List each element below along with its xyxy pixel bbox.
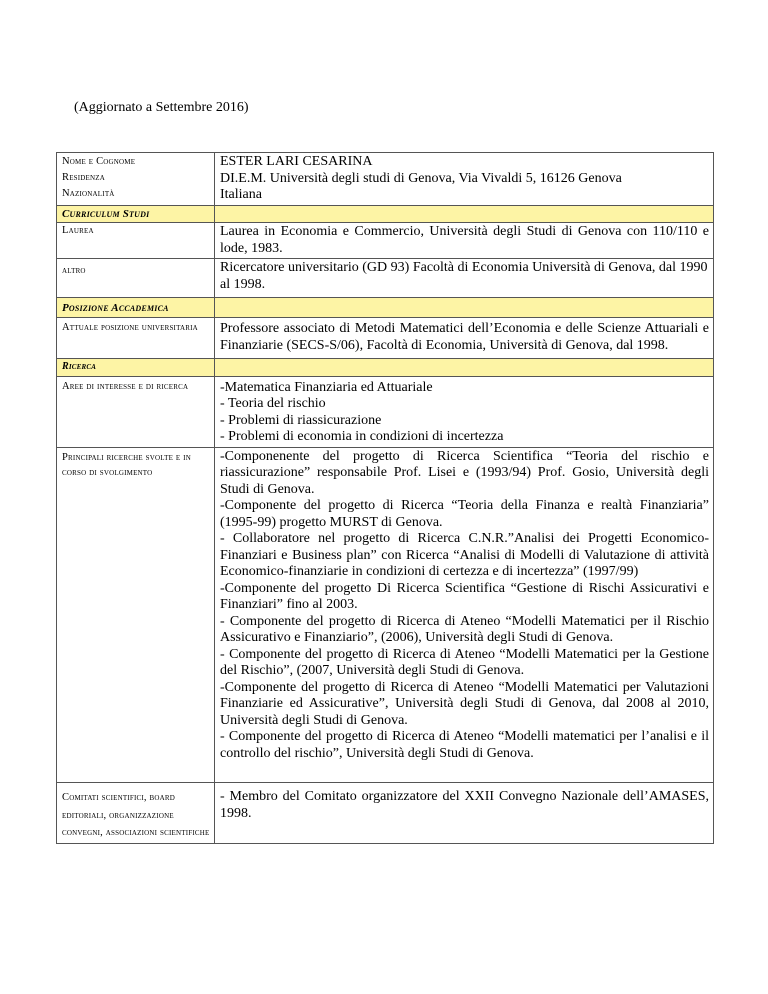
posizione-label: Attuale posizione universitaria xyxy=(57,318,215,359)
comitati-value: - Membro del Comitato organizzatore del XXII Convegno Nazionale dell’AMASES, 1998. xyxy=(215,783,714,844)
curriculum-heading-blank xyxy=(215,205,714,223)
list-item: - Problemi di economia in condizioni di incertezza xyxy=(220,429,504,445)
full-name: ESTER LARI CESARINA xyxy=(220,154,373,169)
laurea-row xyxy=(57,223,714,259)
cv-table xyxy=(56,152,714,844)
posizione-heading-blank xyxy=(215,298,714,318)
comitati-label: Comitati scientifici, board editoriali, organizzazione convegni, associazioni scientifiche xyxy=(57,783,215,844)
list-item: -Componenente del progetto di Ricerca Scientifica “Teoria del rischio e riassicurazione” responsabile Prof. Lisei e (1993/94) Prof. Gosio, Università degli Studi di Genova. xyxy=(220,448,709,497)
list-item: -Componente del progetto di Ricerca “Teoria della Finanza e realtà Finanziaria” (1995-99) progetto MURST di Genova. xyxy=(220,498,709,530)
list-item: -Componente del progetto di Ricerca di Ateneo “Modelli Matematici per Valutazioni Finanziarie ed Assicurative”, Università degli Studi di Genova, dal 2008 al 2010, Università degli Studi di Genova. xyxy=(220,679,709,728)
aree-row xyxy=(57,376,714,447)
posizione-heading: Posizione Accademica xyxy=(57,298,215,318)
list-item: -Componente del progetto Di Ricerca Scientifica “Gestione di Rischi Assicurativi e Finanziari” fino al 2003. xyxy=(220,580,709,613)
curriculum-heading: Curriculum Studi xyxy=(57,205,215,223)
nationality-label: Nazionalità xyxy=(62,187,115,199)
ricerca-heading: Ricerca xyxy=(57,359,215,377)
laurea-value: Laurea in Economia e Commercio, Università degli Studi di Genova con 110/110 e lode, 1983. xyxy=(215,223,714,259)
aree-label: Aree di interesse e di ricerca xyxy=(57,376,215,447)
aree-value xyxy=(215,376,714,447)
personal-labels xyxy=(57,153,215,206)
comitati-row xyxy=(57,783,714,844)
nationality-value: Italiana xyxy=(220,187,262,202)
personal-row xyxy=(57,153,714,206)
residence-label: Residenza xyxy=(62,171,106,183)
posizione-row xyxy=(57,318,714,359)
laurea-label: Laurea xyxy=(57,223,215,259)
name-label: Nome e Cognome xyxy=(62,156,136,167)
list-item: -Matematica Finanziaria ed Attuariale xyxy=(220,379,433,395)
ricerca-heading-blank xyxy=(215,359,714,377)
ricerche-row xyxy=(57,447,714,783)
list-item: - Collaboratore nel progetto di Ricerca C.N.R.”Analisi dei Progetti Economico-Finanziari e Business plan” con Ricerca “Analisi di Modelli di Valutazione di attività Economico-finanziarie in condizioni di certezza e di incertezza” (1997/99) xyxy=(220,531,709,580)
ricerche-value xyxy=(215,447,714,783)
personal-values xyxy=(215,153,714,206)
updated-note: (Aggiornato a Settembre 2016) xyxy=(74,100,249,115)
list-item: - Componente del progetto di Ricerca di Ateneo “Modelli matematici per l’analisi e il controllo del rischio”, Università degli Studi di Genova. xyxy=(220,729,709,761)
ricerche-label: Principali ricerche svolte e in corso di svolgimento xyxy=(57,447,215,783)
posizione-heading-row xyxy=(57,298,714,318)
ricerca-heading-row xyxy=(57,359,714,377)
curriculum-heading-row xyxy=(57,205,714,223)
posizione-value: Professore associato di Metodi Matematici dell’Economia e delle Scienze Attuariali e Finanziarie (SECS-S/06), Facoltà di Economia, Università di Genova, dal 1998. xyxy=(215,318,714,359)
altro-row xyxy=(57,259,714,298)
list-item: - Componente del progetto di Ricerca di Ateneo “Modelli Matematici per la Gestione del Rischio”, (2007, Università degli Studi di Genova. xyxy=(220,646,709,679)
list-item: - Componente del progetto di Ricerca di Ateneo “Modelli Matematici per il Rischio Assicurativo e Finanziario”, (2006), Università degli Studi di Genova. xyxy=(220,613,709,646)
altro-value: Ricercatore universitario (GD 93) Facoltà di Economia Università di Genova, dal 1990 al 1998. xyxy=(215,259,714,298)
list-item: - Problemi di riassicurazione xyxy=(220,412,382,428)
residence-value: DI.E.M. Università degli studi di Genova, Via Vivaldi 5, 16126 Genova xyxy=(220,170,622,186)
altro-label: altro xyxy=(57,259,215,298)
list-item: - Teoria del rischio xyxy=(220,396,326,412)
